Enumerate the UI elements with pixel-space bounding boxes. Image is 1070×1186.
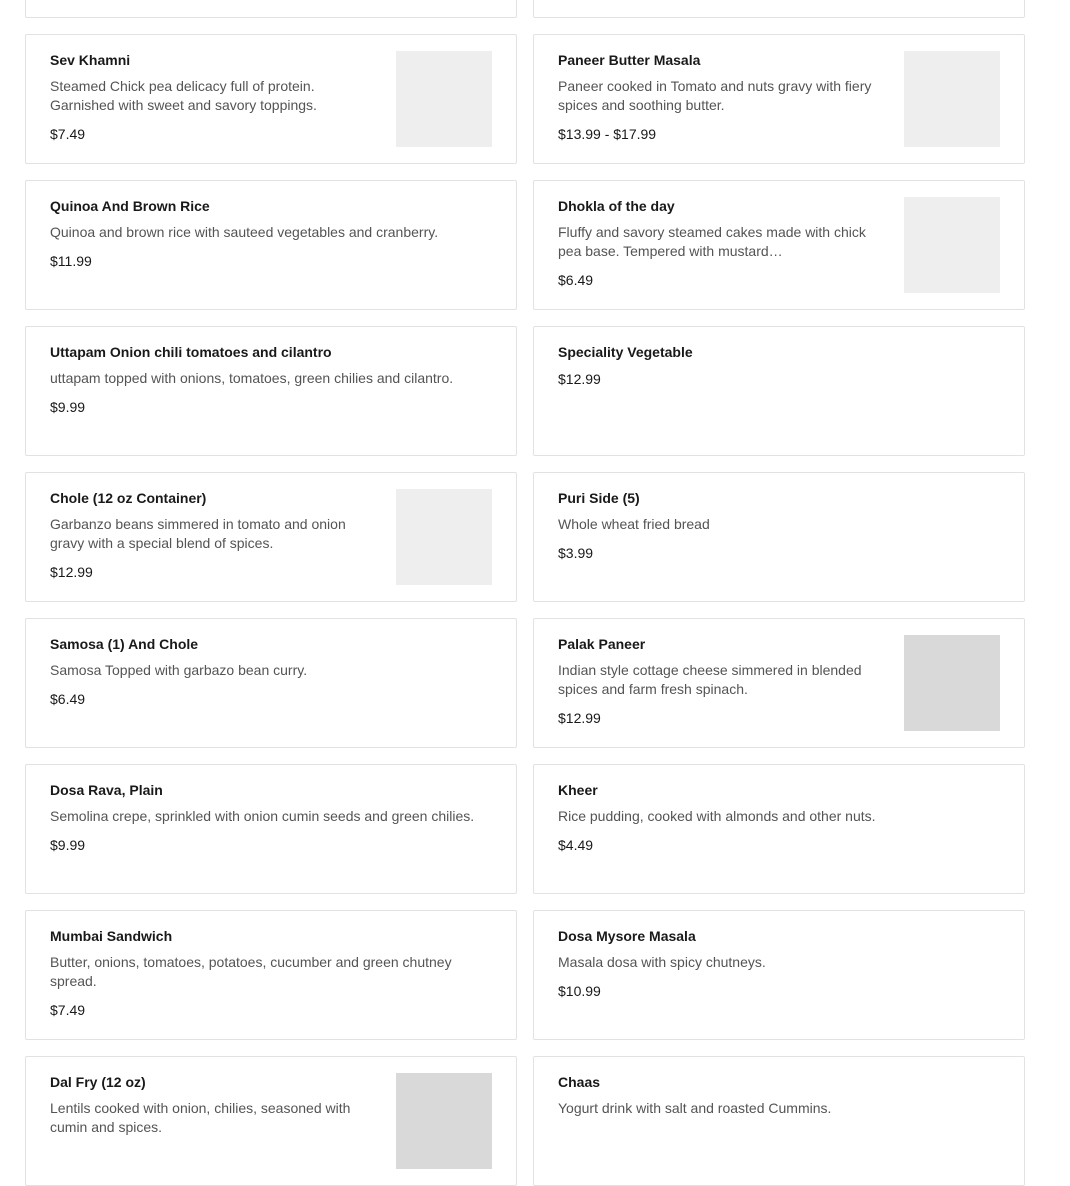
menu-item-name: Chole (12 oz Container)	[50, 490, 207, 506]
menu-item-description: Yogurt drink with salt and roasted Cummins.	[558, 1100, 832, 1116]
menu-item-info	[558, 781, 1000, 893]
menu-item-price: $10.99	[558, 983, 601, 999]
menu-item-price: $9.99	[50, 837, 86, 853]
menu-item-info	[50, 635, 492, 747]
menu-item-info	[50, 927, 492, 1039]
menu-item-price: $7.49	[50, 126, 86, 142]
menu-item-price: $11.99	[50, 253, 92, 269]
menu-item-card[interactable]	[25, 618, 517, 748]
menu-item-info	[50, 51, 396, 163]
menu-item-info	[50, 1073, 396, 1185]
menu-item-name: Dal Fry (12 oz)	[50, 1074, 146, 1090]
menu-item-card[interactable]	[25, 180, 517, 310]
menu-item-info	[50, 489, 396, 601]
menu-item-name: Uttapam Onion chili tomatoes and cilantro	[50, 344, 332, 360]
menu-item-image	[904, 635, 1000, 731]
menu-item-card[interactable]	[25, 0, 517, 18]
menu-item-info	[50, 197, 492, 309]
menu-item-description: Whole wheat fried bread	[558, 516, 710, 532]
menu-item-name: Palak Paneer	[558, 636, 646, 652]
menu-item-description: uttapam topped with onions, tomatoes, green chilies and cilantro.	[50, 370, 454, 386]
menu-item-description: Rice pudding, cooked with almonds and other nuts.	[558, 808, 876, 824]
menu-item-price: $7.49	[50, 1002, 86, 1018]
menu-item-card[interactable]	[533, 180, 1025, 310]
menu-item-info	[558, 489, 1000, 601]
menu-item-description: Paneer cooked in Tomato and nuts gravy with fiery spices and soothing butter.	[558, 78, 872, 113]
menu-item-card[interactable]	[25, 34, 517, 164]
menu-item-name: Speciality Vegetable	[558, 344, 693, 360]
menu-item-description: Masala dosa with spicy chutneys.	[558, 954, 766, 970]
menu-item-price: $6.49	[50, 691, 86, 707]
menu-item-price: $12.99	[50, 564, 93, 580]
menu-item-info	[558, 51, 904, 163]
menu-item-name: Dosa Mysore Masala	[558, 928, 696, 944]
menu-item-card[interactable]	[25, 472, 517, 602]
menu-item-description: Fluffy and savory steamed cakes made with chick pea base. Tempered with mustard…	[558, 224, 866, 259]
menu-item-price: $12.99	[558, 710, 601, 726]
menu-item-card[interactable]	[25, 910, 517, 1040]
menu-item-info	[558, 1073, 1000, 1185]
menu-item-description: Quinoa and brown rice with sauteed vegetables and cranberry.	[50, 224, 439, 240]
menu-item-description: Indian style cottage cheese simmered in blended spices and farm fresh spinach.	[558, 662, 862, 697]
menu-item-card[interactable]	[533, 910, 1025, 1040]
menu-item-card[interactable]	[533, 472, 1025, 602]
menu-item-info	[558, 0, 1000, 17]
menu-item-price: $6.49	[558, 272, 594, 288]
menu-item-name: Kheer	[558, 782, 598, 798]
menu-item-info	[50, 343, 492, 455]
menu-item-info	[50, 781, 492, 893]
menu-item-price: $3.99	[558, 545, 594, 561]
menu-item-name: Mumbai Sandwich	[50, 928, 173, 944]
menu-item-name: Chaas	[558, 1074, 601, 1090]
menu-item-info	[558, 635, 904, 747]
menu-item-card[interactable]	[533, 34, 1025, 164]
menu-item-card[interactable]	[533, 1056, 1025, 1186]
menu-item-image	[396, 1073, 492, 1169]
menu-item-image	[396, 51, 492, 147]
menu-item-name: Dhokla of the day	[558, 198, 675, 214]
menu-item-card[interactable]	[25, 1056, 517, 1186]
menu-item-card[interactable]	[533, 326, 1025, 456]
menu-item-name: Quinoa And Brown Rice	[50, 198, 210, 214]
menu-item-info	[558, 927, 1000, 1039]
menu-item-card[interactable]	[25, 764, 517, 894]
menu-item-card[interactable]	[533, 764, 1025, 894]
menu-item-description: Garbanzo beans simmered in tomato and onion gravy with a special blend of spices.	[50, 516, 346, 551]
menu-item-price: $12.99	[558, 371, 601, 387]
menu-item-info	[50, 0, 492, 17]
menu-item-info	[558, 343, 1000, 455]
menu-grid	[25, 0, 1025, 1186]
menu-item-price: $13.99 - $17.99	[558, 126, 657, 142]
menu-item-card[interactable]	[533, 618, 1025, 748]
menu-item-name: Paneer Butter Masala	[558, 52, 701, 68]
menu-item-card[interactable]	[25, 326, 517, 456]
menu-item-description: Semolina crepe, sprinkled with onion cumin seeds and green chilies.	[50, 808, 475, 824]
menu-item-price: $4.49	[558, 837, 594, 853]
menu-item-price: $9.99	[50, 399, 86, 415]
menu-item-info	[558, 197, 904, 309]
menu-item-card[interactable]	[533, 0, 1025, 18]
menu-item-name: Puri Side (5)	[558, 490, 640, 506]
menu-item-description: Samosa Topped with garbazo bean curry.	[50, 662, 308, 678]
menu-item-description: Steamed Chick pea delicacy full of protein. Garnished with sweet and savory toppings.	[50, 78, 317, 113]
menu-item-description: Butter, onions, tomatoes, potatoes, cucumber and green chutney spread.	[50, 954, 452, 989]
menu-item-image	[396, 489, 492, 585]
menu-item-image	[904, 197, 1000, 293]
menu-item-name: Dosa Rava, Plain	[50, 782, 163, 798]
menu-item-description: Lentils cooked with onion, chilies, seasoned with cumin and spices.	[50, 1100, 351, 1135]
menu-item-image	[904, 51, 1000, 147]
menu-item-name: Samosa (1) And Chole	[50, 636, 199, 652]
menu-item-name: Sev Khamni	[50, 52, 131, 68]
